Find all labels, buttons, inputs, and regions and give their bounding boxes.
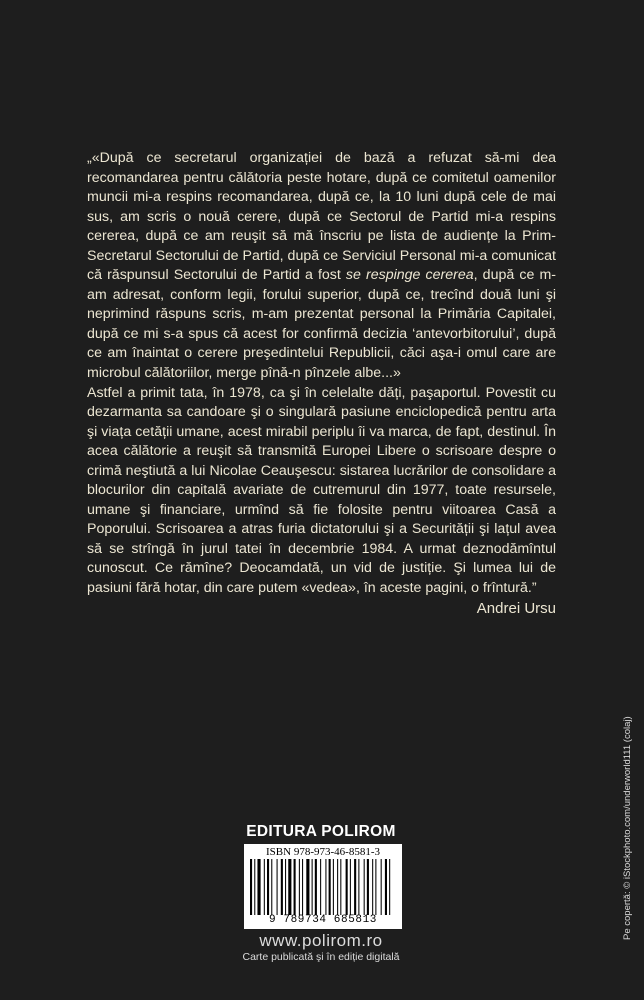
- isbn-label: ISBN 978-973-46-8581-3: [266, 846, 380, 858]
- ean-digits: 9 789734 685813: [268, 914, 378, 926]
- isbn-barcode: [244, 844, 402, 929]
- quote-text: „«După ce secretarul organizației de bază a refuzat să-mi dea recomandarea pentru călătoria peste hotare, după ce comitetul oamenilor muncii mi-a respins recomandarea, după ce, la 10 luni după cele de mai sus, am scris o nouă cerere, după ce Sectorul de Partid mi-a respins cererea, după ce am reuşit să mă înscriu pe lista de audiențe la Prim-Secretarul Sectorului de Partid, după ce Serviciul Personal mi-a comunicat că răspunsul Sectorului de Partid a fost: [87, 150, 556, 284]
- quote-paragraph: [87, 149, 556, 384]
- digital-edition-note: Carte publicată şi în ediție digitală: [242, 951, 400, 963]
- quote-text-continued: , după ce m-am adresat, conform legii, forului superior, după ce, trecînd două luni şi neprimind răspuns scris, m-am prezentat personal la Primăria Capitalei, după ce mi s-a spus că acest for confirmă decizia ‘antevorbitorului’, după ce am înaintat o cerere preşedintelui Republicii, căci aşa-i omul care are microbul călătoriilor, merge pînă-n pînzele albe...»: [87, 267, 556, 382]
- publisher-name: EDITURA POLIROM: [246, 823, 396, 840]
- back-cover-blurb: [87, 149, 556, 599]
- story-paragraph: Astfel a primit tata, în 1978, ca şi în celelalte dăți, paşaportul. Povestit cu dezarmanta sa candoare şi o singulară pasiune enciclopedică pentru arta şi viața cetății umane, acest mirabil periplu îi va marca, de fapt, destinul. În acea călătorie a reuşit să transmită Europei Libere o scrisoare despre o crimă neştiută a lui Nicolae Ceauşescu: sistarea lucrărilor de consolidare a blocurilor din capitală avariate de cutremurul din 1977, toate resursele, umane şi financiare, urmînd să fie folosite pentru viitoarea Casă a Poporului. Scrisoarea a atras furia dictatorului şi a Securității şi lațul avea să se strîngă în jurul tatei în decembrie 1984. A urmat deznodămîntul cunoscut. Ce rămîne? Deocamdată, un vid de justiție. Şi lumea lui de pasiuni fără hotar, din care putem «vedea», în aceste pagini, o frîntură.”: [87, 384, 556, 597]
- cover-photo-credit: Pe copertă: © iStockphoto.com/underworld111 (colaj): [622, 716, 633, 940]
- author-signature: Andrei Ursu: [476, 600, 556, 617]
- publisher-website[interactable]: www.polirom.ro: [259, 931, 383, 950]
- barcode-icon: [250, 859, 396, 917]
- quote-italic: se respinge cererea: [345, 267, 474, 284]
